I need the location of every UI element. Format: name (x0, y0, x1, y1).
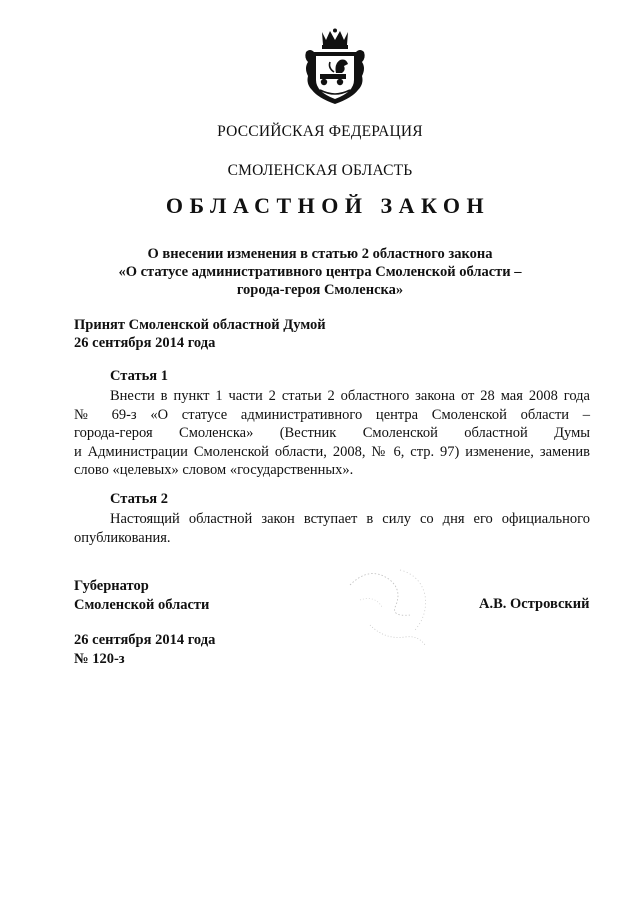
handwritten-signature (330, 545, 450, 665)
law-number: № 120-з (74, 650, 125, 667)
region-heading: СМОЛЕНСКАЯ ОБЛАСТЬ (227, 162, 413, 179)
law-date-number (74, 631, 215, 668)
paragraph-line: № 69-з «О статусе административного центра Смоленской области – (74, 406, 590, 423)
subject-line: города-героя Смоленска» (236, 282, 404, 298)
coat-of-arms-icon (300, 28, 370, 106)
adoption-note (74, 316, 326, 352)
law-date: 26 сентября 2014 года (74, 632, 216, 648)
article-1-heading: Статья 1 (110, 368, 168, 384)
law-subject (0, 245, 640, 299)
document-title: ОБЛАСТНОЙ ЗАКОН (165, 193, 491, 218)
article-2-heading: Статья 2 (110, 491, 168, 507)
signatory-title (74, 577, 209, 614)
country-heading: РОССИЙСКАЯ ФЕДЕРАЦИЯ (217, 123, 423, 140)
paragraph-line: Настоящий областной закон вступает в силу со дня его официального (110, 511, 590, 527)
paragraph-line: слово «целевых» словом «государственных». (74, 462, 354, 478)
subject-line: О внесении изменения в статью 2 областного закона (147, 246, 493, 262)
adoption-date: 26 сентября 2014 года (74, 335, 216, 351)
paragraph-line: города-героя Смоленска» (Вестник Смоленской областной Думы (74, 425, 590, 441)
paragraph-line: Внести в пункт 1 части 2 статьи 2 областного закона от 28 мая 2008 года (110, 388, 590, 404)
adoption-body: Принят Смоленской областной Думой (74, 317, 326, 333)
paragraph-line: опубликования. (74, 529, 171, 546)
article-1-text (74, 387, 590, 480)
signatory-title-line: Смоленской области (74, 596, 210, 613)
article-2-text (74, 510, 590, 547)
subject-line: «О статусе административного центра Смоленской области – (118, 264, 522, 280)
paragraph-line: и Администрации Смоленской области, 2008, № 6, стр. 97) изменение, заменив (74, 443, 590, 460)
signatory-name: А.В. Островский (479, 596, 590, 612)
signatory-title-line: Губернатор (74, 578, 149, 594)
